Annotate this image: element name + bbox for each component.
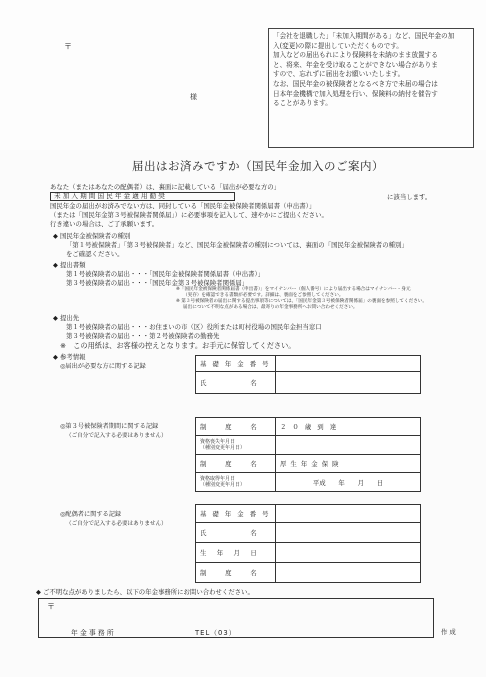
table-label: 制 度 名 [196, 455, 276, 473]
table-row [196, 473, 421, 492]
section-documents-note-1: ※「国民年金被保険者関係届書（申出書）」をマイナンバー（個人番号）により届出する場合はマイナンバー・身元 [176, 287, 411, 292]
table-row [196, 563, 421, 583]
section-documents-note-3: ※ 第３号被保険者の届出に関する提出事項等については、「国民年金第３号被保険者関係届」の裏面を参照してください。 [176, 299, 427, 304]
record-spouse-sub: （ご自分で記入する必要はありません） [66, 521, 167, 527]
intro-line-5: 行き違いの場合は、ご了承願います。 [50, 220, 159, 228]
pension-office-tel: TEL（03） [195, 629, 237, 637]
eligibility-category-box: 未 加 入 期 間 国 民 年 金 適 用 勧 奨 [50, 192, 235, 201]
record-applicant-label: ◎届出が必要な方に関する記録 [60, 363, 146, 370]
notice-line: ることがあります。 [273, 99, 332, 108]
table-row [196, 372, 421, 394]
table-label: 基 礎 年 金 番 号 [196, 356, 276, 372]
section-documents-note-2: （実存）を確認できる書類が必要です。詳細は、裏面をご参照してください。 [183, 293, 344, 298]
section-reference-heading: ◆ 参考情報 [53, 353, 86, 361]
notice-line: すので、忘れずに届出をお願いいたします。 [273, 70, 405, 79]
table-row [196, 505, 421, 523]
contact-lead: ◆ ご不明な点がありましたら、以下の年金事務所にお問い合わせください。 [36, 588, 254, 596]
table-value: 厚 生 年 金 保 険 [276, 455, 421, 473]
record-third-insured-label: ◎第３号被保険者期間に関する記録 [60, 423, 159, 430]
table-label: 基 礎 年 金 番 号 [196, 505, 276, 523]
section-documents-body-1: 第１号被保険者の届出・・・「国民年金被保険者関係届書（申出書）」 [66, 270, 265, 278]
table-value [276, 505, 421, 523]
section-documents-note-4: 届出について不明な点がある場合は、最寄りの年金事務所へお問い合わせください。 [183, 305, 358, 310]
notice-line: 「会社を退職した」「未加入期間がある」など、国民年金の加 [273, 32, 455, 40]
table-value [276, 356, 421, 372]
section-submission-heading: ◆ 提出先 [53, 314, 80, 322]
keep-copy-note: ※ この用紙は、お客様の控えとなります。お手元に保管してください。 [60, 341, 296, 350]
table-value [276, 436, 421, 455]
record-third-insured-sub: （ご自分で記入する必要はありません） [66, 433, 167, 439]
table-value [276, 523, 421, 543]
contact-postal-mark: 〒 [47, 602, 55, 611]
pension-office-contact-box [38, 598, 434, 638]
notice-line: なお、国民年金の被保険者となるべき方で未届の場合は [273, 79, 438, 88]
intro-line-3: 国民年金の届出がお済みでない方は、同封している「国民年金被保険者関係届書（申出書）」 [50, 202, 316, 210]
intro-line-4: （または「国民年金第３号被保険者関係届」）に必要事項を記入して、速やかにご提出ください。 [50, 211, 328, 219]
table-value [276, 372, 421, 394]
section-documents-body-2: 第３号被保険者の届出・・・「国民年金第３号被保険者関係届」 [66, 279, 249, 287]
table-label: 氏 名 [196, 523, 276, 543]
table-label: 制 度 名 [196, 418, 276, 436]
notice-line: 加入などの届出もれにより保険料を未納のまま放置する [273, 51, 438, 60]
section-submission-body-2: 第３号被保険者の届出・・・第２号被保険者の勤務先 [66, 332, 220, 340]
table-row [196, 356, 421, 372]
table-label: 生 年 月 日 [196, 543, 276, 563]
notice-line: 日本年金機構で加入処理を行い、保険料の納付を催告す [273, 89, 438, 98]
applicant-record-table [195, 355, 421, 394]
table-label: 資格取得年月日 （種別変更年月日） [196, 473, 276, 492]
table-value: 平成 年 月 日 [276, 473, 421, 492]
page-title: 届出はお済みですか（国民年金加入のご案内） [132, 159, 384, 173]
section-documents-heading: ◆ 提出書類 [53, 261, 86, 269]
table-value: ２ ０ 歳 到 達 [276, 418, 421, 436]
spouse-record-table [195, 504, 421, 583]
table-value [276, 563, 421, 583]
intro-line-2-tail: に該当します。 [387, 192, 432, 201]
table-label: 資格喪失年月日 （種別変更年月日） [196, 436, 276, 455]
table-row [196, 418, 421, 436]
table-row [196, 436, 421, 455]
table-label: 氏 名 [196, 372, 276, 394]
table-label: 制 度 名 [196, 563, 276, 583]
intro-line-1: あなた（またはあなたの配偶者）は、裏面に記載している「届出が必要な方の」 [50, 183, 281, 191]
intro-line-2 [50, 192, 431, 201]
created-by-label: 作 成 [441, 628, 456, 636]
section-category-body-2: をご確認ください。 [66, 250, 124, 258]
section-category-heading: ◆ 国民年金被保険者の種別 [53, 232, 131, 240]
pension-office-name: 年 金 事 務 所 [71, 629, 114, 637]
table-value [276, 543, 421, 563]
postal-mark: 〒 [64, 42, 72, 51]
notice-line: 入(変更)の際に提出していただくものです。 [273, 41, 403, 50]
section-category-body-1: 「第１号被保険者」「第３号被保険者」など、国民年金被保険者の種別については、裏面の「国民年金被保険者の種別」 [66, 241, 408, 249]
table-row [196, 523, 421, 543]
third-insured-record-table [195, 417, 421, 492]
notice-line: と、将来、年金を受け取ることができない場合がありま [273, 60, 438, 69]
honorific-sama: 様 [190, 93, 197, 101]
record-spouse-label: ◎配偶者に関する記録 [60, 511, 122, 518]
section-submission-body-1: 第１号被保険者の届出・・・お住まいの市（区）役所または町村役場の国民年金担当窓口 [66, 323, 322, 331]
purpose-notice-box [268, 28, 474, 148]
table-row [196, 543, 421, 563]
table-row [196, 455, 421, 473]
